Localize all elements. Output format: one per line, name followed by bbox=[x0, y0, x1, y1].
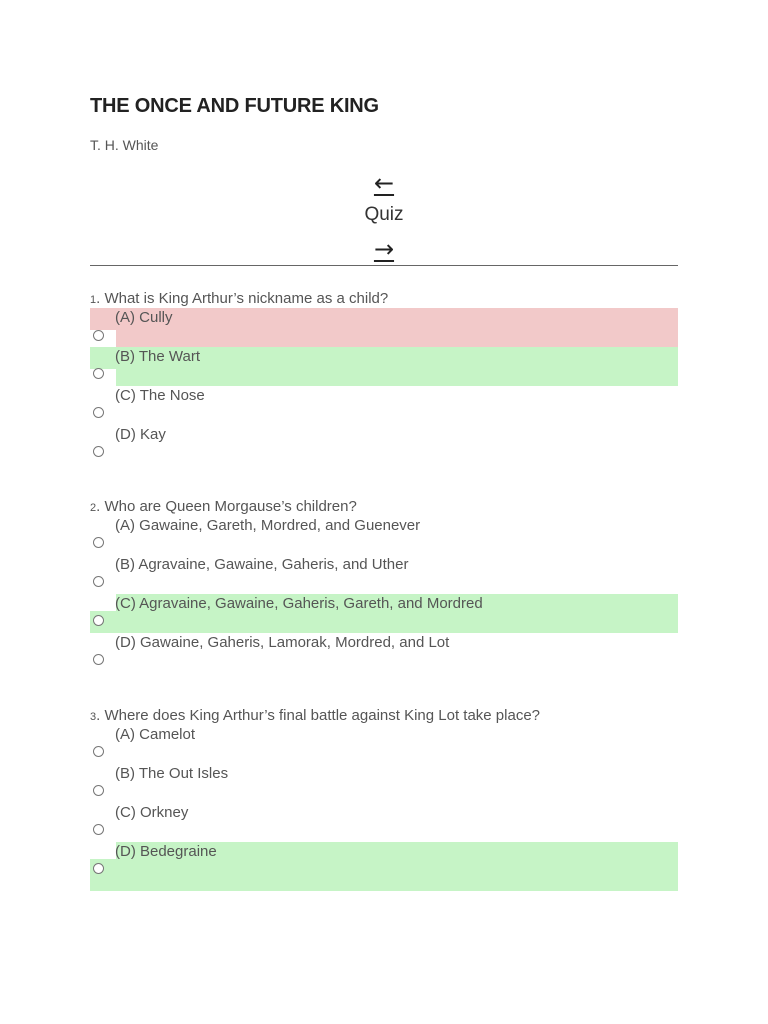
answer-option[interactable] bbox=[90, 555, 678, 594]
option-label: (C) The Nose bbox=[115, 387, 205, 404]
answer-option[interactable] bbox=[90, 842, 678, 891]
option-label: (D) Gawaine, Gaheris, Lamorak, Mordred, and Lot bbox=[115, 634, 450, 651]
question-text bbox=[90, 290, 388, 307]
left-arrow-icon[interactable]: ← bbox=[373, 169, 395, 197]
answer-option[interactable] bbox=[90, 725, 678, 764]
option-label: (C) Orkney bbox=[115, 804, 189, 821]
radio-icon[interactable] bbox=[93, 615, 104, 626]
nav-label: Quiz bbox=[364, 204, 404, 225]
radio-icon[interactable] bbox=[93, 368, 104, 379]
radio-icon[interactable] bbox=[93, 746, 104, 757]
option-label: (C) Agravaine, Gawaine, Gaheris, Gareth, and Mordred bbox=[115, 595, 483, 612]
answer-option[interactable] bbox=[90, 386, 678, 425]
question-text bbox=[90, 707, 540, 724]
question-label: . What is King Arthur’s nickname as a child? bbox=[96, 290, 389, 307]
option-label: (D) Bedegraine bbox=[115, 843, 217, 860]
option-label: (B) Agravaine, Gawaine, Gaheris, and Uther bbox=[115, 556, 409, 573]
answer-option[interactable] bbox=[90, 425, 678, 464]
answer-option[interactable] bbox=[90, 594, 678, 633]
answer-option[interactable] bbox=[90, 516, 678, 555]
radio-icon[interactable] bbox=[93, 863, 104, 874]
option-label: (A) Cully bbox=[115, 309, 173, 326]
question-label: . Where does King Arthur’s final battle against King Lot take place? bbox=[96, 707, 541, 724]
radio-icon[interactable] bbox=[93, 654, 104, 665]
question-number: 1 bbox=[90, 294, 97, 306]
answer-option[interactable] bbox=[90, 803, 678, 842]
author-name: T. H. White bbox=[90, 137, 159, 153]
option-label: (B) The Wart bbox=[115, 348, 201, 365]
radio-icon[interactable] bbox=[93, 537, 104, 548]
radio-icon[interactable] bbox=[93, 576, 104, 587]
answer-option[interactable] bbox=[90, 308, 678, 347]
radio-icon[interactable] bbox=[93, 407, 104, 418]
question-number: 2 bbox=[90, 502, 97, 514]
answer-option[interactable] bbox=[90, 633, 678, 672]
answer-option[interactable] bbox=[90, 347, 678, 386]
radio-icon[interactable] bbox=[93, 446, 104, 457]
answer-option[interactable] bbox=[90, 764, 678, 803]
option-label: (D) Kay bbox=[115, 426, 166, 443]
question-label: . Who are Queen Morgause’s children? bbox=[96, 498, 357, 515]
option-label: (A) Gawaine, Gareth, Mordred, and Guenever bbox=[115, 517, 421, 534]
right-arrow-icon[interactable]: → bbox=[373, 235, 395, 263]
radio-icon[interactable] bbox=[93, 824, 104, 835]
option-label: (B) The Out Isles bbox=[115, 765, 229, 782]
radio-icon[interactable] bbox=[93, 330, 104, 341]
option-label: (A) Camelot bbox=[115, 726, 196, 743]
question-text bbox=[90, 498, 357, 515]
radio-icon[interactable] bbox=[93, 785, 104, 796]
divider bbox=[90, 265, 678, 266]
question-number: 3 bbox=[90, 711, 97, 723]
page-title: THE ONCE AND FUTURE KING bbox=[90, 95, 379, 117]
